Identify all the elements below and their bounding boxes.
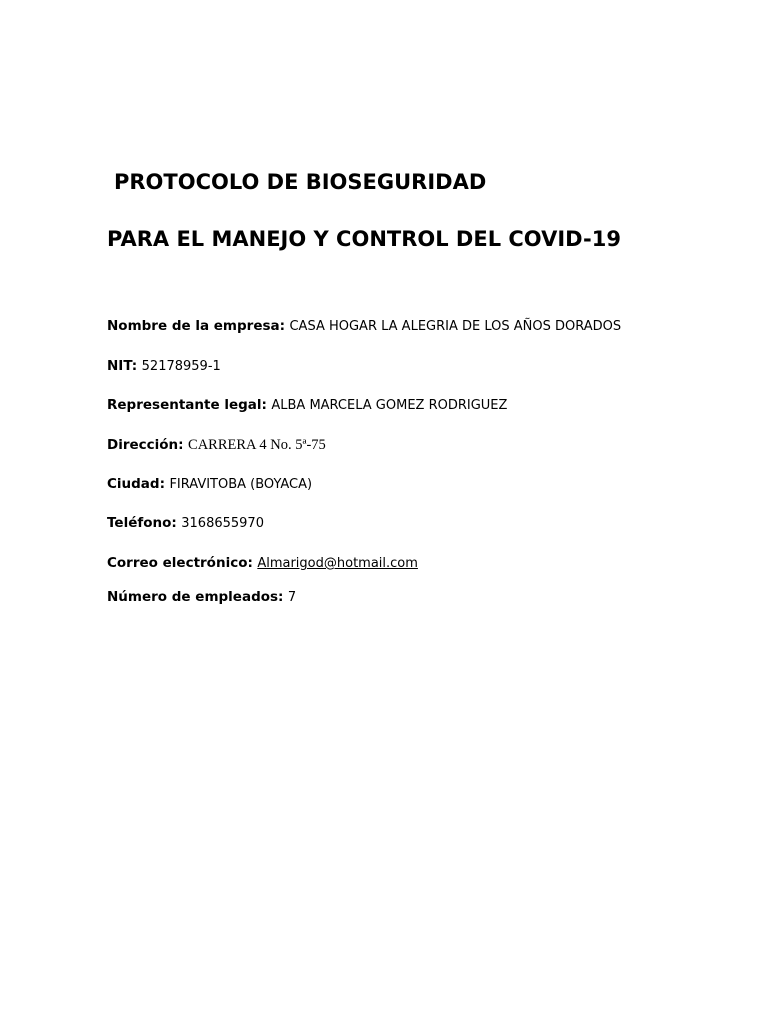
field-label: Correo electrónico:	[107, 555, 253, 571]
field-city	[107, 475, 312, 494]
field-label: Número de empleados:	[107, 589, 284, 605]
field-label: Teléfono:	[107, 515, 177, 531]
field-phone	[107, 514, 264, 533]
field-email	[107, 554, 418, 573]
field-value: CASA HOGAR LA ALEGRIA DE LOS AÑOS DORADOS	[289, 319, 622, 334]
field-label: Nombre de la empresa:	[107, 318, 286, 334]
email-link[interactable]: Almarigod@hotmail.com	[257, 556, 418, 571]
field-value: CARRERA 4 No. 5ª-75	[188, 437, 326, 453]
field-value: 3168655970	[181, 516, 264, 531]
field-nit	[107, 357, 221, 376]
document-title: PROTOCOLO DE BIOSEGURIDAD	[114, 170, 487, 194]
field-label: Dirección:	[107, 437, 184, 453]
document-subtitle: PARA EL MANEJO Y CONTROL DEL COVID-19	[107, 227, 621, 251]
field-value: ALBA MARCELA GOMEZ RODRIGUEZ	[271, 398, 508, 413]
field-label: Ciudad:	[107, 476, 165, 492]
field-company-name	[107, 317, 621, 336]
field-address	[107, 436, 326, 454]
field-label: NIT:	[107, 358, 138, 374]
field-value: FIRAVITOBA (BOYACA)	[169, 477, 313, 492]
field-label: Representante legal:	[107, 397, 267, 413]
field-value: 7	[287, 590, 297, 605]
field-legal-representative	[107, 396, 507, 415]
field-employee-count	[107, 588, 296, 607]
field-value: 52178959-1	[141, 359, 221, 374]
